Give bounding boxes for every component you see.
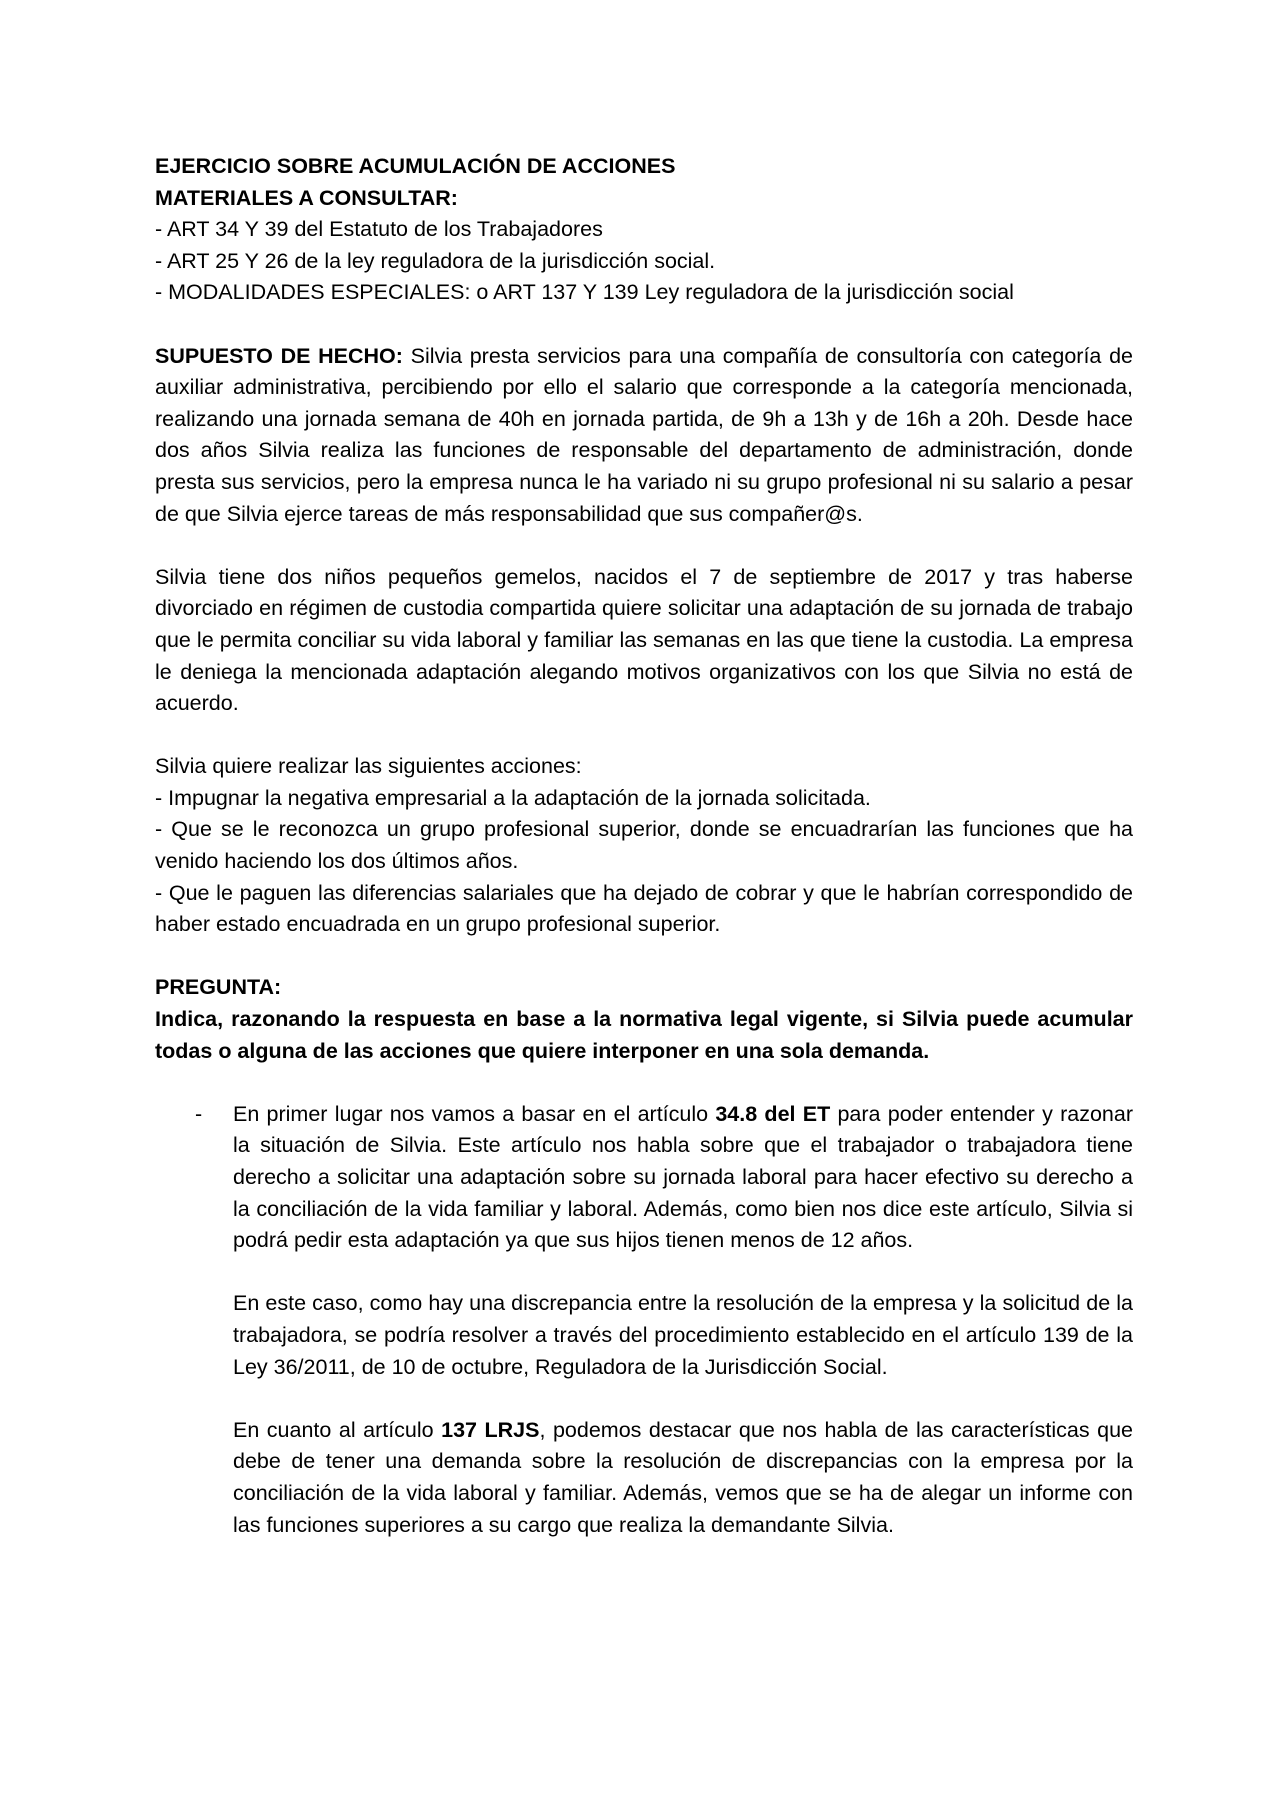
accion-item-2: - Que se le reconozca un grupo profesional superior, donde se encuadrarían las funciones que ha venido haciendo los dos últimos años.: [155, 817, 1133, 874]
materials-label: MATERIALES A CONSULTAR:: [155, 185, 458, 210]
list-dash: -: [195, 1101, 203, 1126]
materials-item-3: - MODALIDADES ESPECIALES: o ART 137 Y 139 Ley reguladora de la jurisdicción social: [155, 280, 1014, 305]
custodia-paragraph: Silvia tiene dos niños pequeños gemelos, nacidos el 7 de septiembre de 2017 y tras haberse divorciado en régimen de custodia compartida quiere solicitar una adaptación de su jornada de trabajo que le permita conciliar su vida laboral y familiar las semanas en las que tiene la custodia. La empresa le deniega la mencionada adaptación alegando motivos organizativos con los que Silvia no está de acuerdo.: [155, 564, 1133, 716]
respuesta-paragraph-3: [233, 1415, 1133, 1541]
supuesto-text: Silvia presta servicios para una compañía de consultoría con categoría de auxiliar administrativa, percibiendo por ello el salario que corresponde a la categoría mencionada, realizando una jornada semana de 40h en jornada partida, de 9h a 13h y de 16h a 20h. Desde hace dos años Silvia realiza las funciones de responsable del departamento de administración, donde presta sus servicios, pero la empresa nunca le ha variado ni su grupo profesional ni su salario a pesar de que Silvia ejerce tareas de más responsabilidad que sus compañer@s.: [155, 343, 1133, 526]
materials-item-2: - ART 25 Y 26 de la ley reguladora de la jurisdicción social.: [155, 248, 716, 273]
respuesta-p1-start: En primer lugar nos vamos a basar en el artículo: [233, 1101, 716, 1126]
accion-item-3: - Que le paguen las diferencias salariales que ha dejado de cobrar y que le habrían correspondido de haber estado encuadrada en un grupo profesional superior.: [155, 880, 1133, 937]
materials-item-1: - ART 34 Y 39 del Estatuto de los Trabajadores: [155, 217, 603, 242]
document-page: [155, 151, 1133, 1541]
document-title: EJERCICIO SOBRE ACUMULACIÓN DE ACCIONES: [155, 154, 676, 178]
pregunta-text: Indica, razonando la respuesta en base a la normativa legal vigente, si Silvia puede acumular todas o alguna de las acciones que quiere interponer en una sola demanda.: [155, 1007, 1133, 1063]
supuesto-label: SUPUESTO DE HECHO:: [155, 343, 403, 368]
respuesta-list-item: [155, 1099, 1133, 1541]
respuesta-p1-bold: 34.8 del ET: [715, 1101, 831, 1126]
respuesta-p3-start: En cuanto al artículo: [233, 1417, 442, 1442]
respuesta-paragraph-2: En este caso, como hay una discrepancia entre la resolución de la empresa y la solicitud de la trabajadora, se podría resolver a través del procedimiento establecido en el artículo 139 de la Ley 36/2011, de 10 de octubre, Reguladora de la Jurisdicción Social.: [233, 1291, 1133, 1379]
pregunta-label: PREGUNTA:: [155, 975, 282, 1000]
respuesta-paragraph-1: [233, 1099, 1133, 1257]
respuesta-p3-end: , podemos destacar que nos habla de las características que debe de tener una demanda sobre la resolución de discrepancias con la empresa por la conciliación de la vida laboral y familiar. Además, vemos que se ha de alegar un informe con las funciones superiores a su cargo que realiza la demandante Silvia.: [233, 1417, 1133, 1537]
accion-item-1: - Impugnar la negativa empresarial a la adaptación de la jornada solicitada.: [155, 785, 871, 810]
respuesta-p1-end: para poder entender y razonar la situación de Silvia. Este artículo nos habla sobre que el trabajador o trabajadora tiene derecho a solicitar una adaptación sobre su jornada laboral para hacer efectivo su derecho a la conciliación de la vida familiar y laboral. Además, como bien nos dice este artículo, Silvia si podrá pedir esta adaptación ya que sus hijos tienen menos de 12 años.: [233, 1101, 1133, 1253]
supuesto-paragraph: [155, 341, 1133, 531]
acciones-intro: Silvia quiere realizar las siguientes acciones:: [155, 754, 582, 779]
respuesta-p3-bold: 137 LRJS: [441, 1417, 540, 1442]
